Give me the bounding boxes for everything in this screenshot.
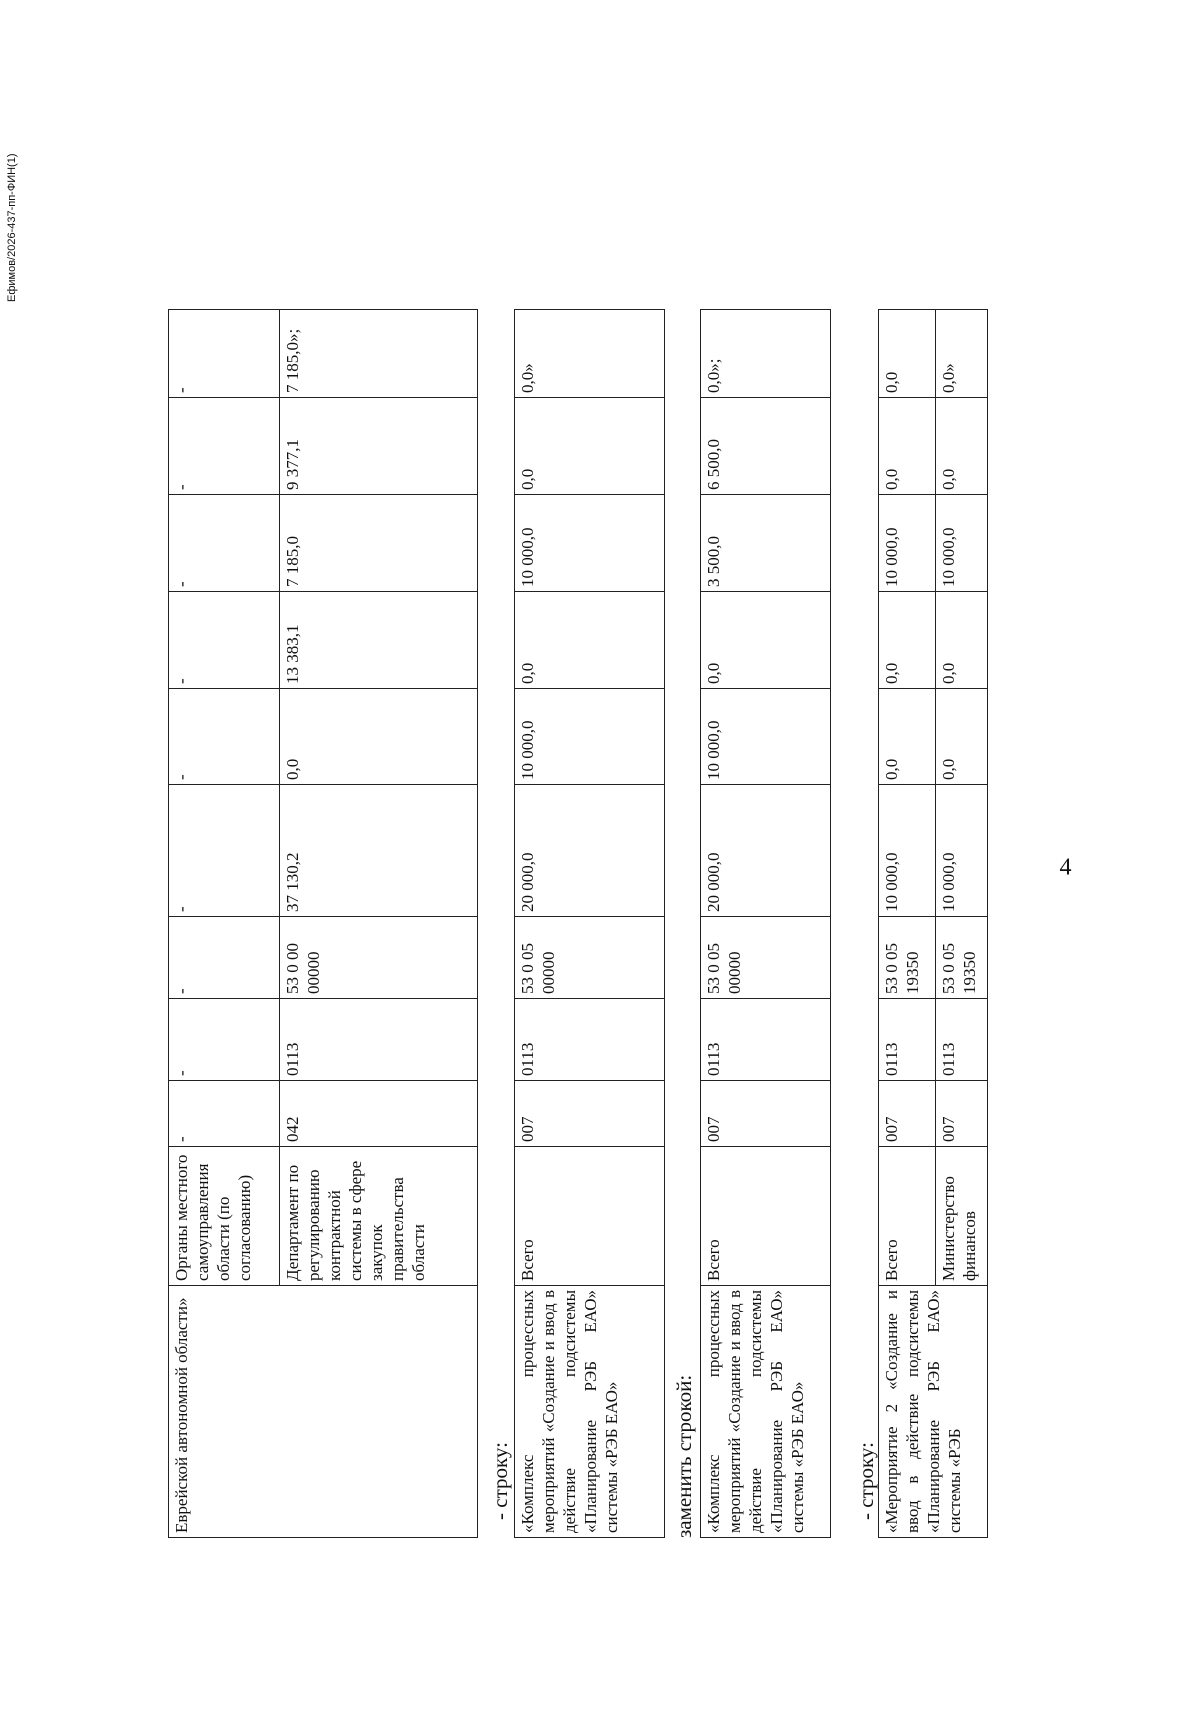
value-cell: 0,0 <box>280 689 478 785</box>
code-cell: 042 <box>280 1081 478 1147</box>
section-label: - строку: <box>488 1442 512 1520</box>
executor-cell: Всего <box>515 1147 665 1286</box>
value-cell: 0,0 <box>936 689 988 785</box>
value-cell: 10 000,0 <box>515 495 665 592</box>
value-cell: - <box>169 310 280 398</box>
section-cell: 0113 <box>936 999 988 1081</box>
executor-cell: Всего <box>701 1147 831 1286</box>
target-article-cell: 53 0 05 19350 <box>879 917 936 999</box>
value-cell: 0,0» <box>515 310 665 398</box>
section-label: заменить строкой: <box>672 1374 696 1538</box>
table-block-2 <box>514 309 665 1538</box>
code-cell: 007 <box>879 1081 936 1147</box>
value-cell: 7 185,0 <box>280 495 478 592</box>
value-cell: 10 000,0 <box>879 495 936 592</box>
row-name-cell: «Комплекс процессных мероприятий «Создание и ввод в действие подсистемы «Планирование РЭБ ЕАО» системы «РЭБ ЕАО» <box>515 1286 665 1538</box>
value-cell: 0,0 <box>936 592 988 689</box>
value-cell: 20 000,0 <box>701 785 831 917</box>
value-cell: - <box>169 398 280 495</box>
value-cell: 0,0 <box>879 689 936 785</box>
value-cell: 10 000,0 <box>515 689 665 785</box>
table-row <box>879 310 936 1538</box>
value-cell: 37 130,2 <box>280 785 478 917</box>
target-article-cell: - <box>169 917 280 999</box>
section-cell: 0113 <box>701 999 831 1081</box>
target-article-cell: 53 0 00 00000 <box>280 917 478 999</box>
document-code: Ефимов/2026-437-пп-ФИН(1) <box>6 153 18 302</box>
row-name-cell: Еврейской автономной области» <box>169 1286 478 1538</box>
code-cell: 007 <box>701 1081 831 1147</box>
section-cell: 0113 <box>515 999 665 1081</box>
value-cell: 9 377,1 <box>280 398 478 495</box>
section-cell: 0113 <box>879 999 936 1081</box>
value-cell: - <box>169 689 280 785</box>
value-cell: 10 000,0 <box>701 689 831 785</box>
value-cell: 0,0» <box>936 310 988 398</box>
value-cell: 0,0 <box>879 310 936 398</box>
code-cell: 007 <box>936 1081 988 1147</box>
page-number: 4 <box>1059 854 1072 881</box>
value-cell: - <box>169 785 280 917</box>
value-cell: 13 383,1 <box>280 592 478 689</box>
target-article-cell: 53 0 05 19350 <box>936 917 988 999</box>
value-cell: 10 000,0 <box>936 495 988 592</box>
value-cell: 0,0»; <box>701 310 831 398</box>
executor-cell: Министерство финансов <box>936 1147 988 1286</box>
value-cell: 0,0 <box>879 398 936 495</box>
value-cell: 0,0 <box>701 592 831 689</box>
executor-cell: Департамент по регулированию контрактной системы в сфере закупок правительства области <box>280 1147 478 1286</box>
section-cell: - <box>169 999 280 1081</box>
value-cell: 0,0 <box>515 592 665 689</box>
value-cell: 10 000,0 <box>936 785 988 917</box>
executor-cell: Органы местного самоуправления области (по согласованию) <box>169 1147 280 1286</box>
value-cell: - <box>169 495 280 592</box>
code-cell: - <box>169 1081 280 1147</box>
table-row <box>169 310 280 1538</box>
table-row <box>515 310 665 1538</box>
table-block-1 <box>168 309 478 1538</box>
row-name-cell: «Мероприятие 2 «Создание и ввод в действие подсистемы «Планирование РЭБ ЕАО» системы «РЭБ <box>879 1286 988 1538</box>
value-cell: 6 500,0 <box>701 398 831 495</box>
value-cell: 0,0 <box>936 398 988 495</box>
code-cell: 007 <box>515 1081 665 1147</box>
table-block-3 <box>700 309 831 1538</box>
executor-cell: Всего <box>879 1147 936 1286</box>
value-cell: 3 500,0 <box>701 495 831 592</box>
value-cell: - <box>169 592 280 689</box>
value-cell: 7 185,0»; <box>280 310 478 398</box>
value-cell: 10 000,0 <box>879 785 936 917</box>
table-block-4 <box>878 309 988 1538</box>
value-cell: 0,0 <box>879 592 936 689</box>
row-name-cell: «Комплекс процессных мероприятий «Создание и ввод в действие подсистемы «Планирование РЭБ ЕАО» системы «РЭБ ЕАО» <box>701 1286 831 1538</box>
value-cell: 20 000,0 <box>515 785 665 917</box>
value-cell: 0,0 <box>515 398 665 495</box>
target-article-cell: 53 0 05 00000 <box>515 917 665 999</box>
table-row <box>701 310 831 1538</box>
target-article-cell: 53 0 05 00000 <box>701 917 831 999</box>
section-label: - строку: <box>854 1442 878 1520</box>
section-cell: 0113 <box>280 999 478 1081</box>
